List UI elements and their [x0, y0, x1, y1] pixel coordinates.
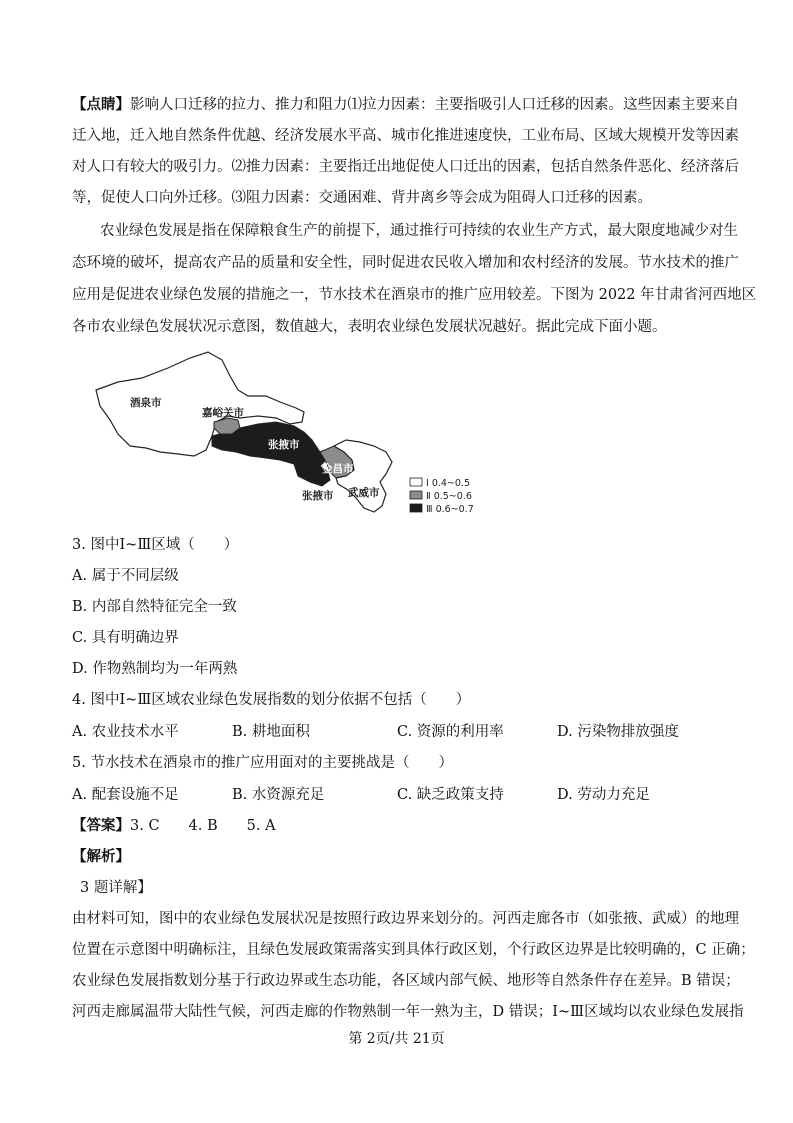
label-zhangye: 张掖市: [268, 439, 300, 451]
q5-stem: 5. 节水技术在酒泉市的推广应用面对的主要挑战是（ ）: [72, 755, 453, 771]
q3-option-a: A. 属于不同层级: [72, 568, 179, 584]
analysis-line-1: 由材料可知，图中的农业绿色发展状况是按照行政边界来划分的。河西走廊各市（如张掖、武威）的地理: [72, 911, 739, 927]
legend-swatch-1: [410, 478, 422, 486]
legend-label-2: Ⅱ 0.5~0.6: [426, 491, 472, 502]
q4-option-c: C. 资源的利用率: [397, 724, 504, 740]
q5-option-b: B. 水资源充足: [232, 787, 325, 803]
dianjing-line-4: 等，促使人口向外迁移。⑶阻力因素：交通困难、背井离乡等会成为阻碍人口迁移的因素。: [72, 190, 652, 206]
label-jiayuguan: 嘉峪关市: [202, 407, 244, 419]
dianjing-tag: 【点睛】: [72, 96, 130, 113]
q5-option-c: C. 缺乏政策支持: [397, 787, 504, 803]
dianjing-line-3: 对人口有较大的吸引力。⑵推力因素：主要指迁出地促使人口迁出的因素，包括自然条件恶化、经济落后: [72, 159, 739, 175]
label-jiuquan: 酒泉市: [130, 397, 162, 409]
material-line-4: 各市农业绿色发展状况示意图，数值越大，表明农业绿色发展状况越好。据此完成下面小题。: [72, 319, 667, 335]
hexi-map-svg: [90, 348, 490, 523]
analysis-subtitle: 3 题详解】: [80, 880, 152, 896]
hexi-map-figure: [90, 348, 490, 523]
q3-stem: 3. 图中Ⅰ~Ⅲ区域（ ）: [72, 537, 239, 553]
dianjing-line-1: [72, 96, 739, 114]
label-wuwei: 武威市: [348, 487, 380, 499]
legend-label-3: Ⅲ 0.6~0.7: [426, 504, 474, 515]
label-zhangye-2: 张掖市: [302, 490, 334, 502]
analysis-line-3: 农业绿色发展指数划分基于行政边界或生态功能，各区域内部气候、地形等自然条件存在差异。B 错误；: [72, 973, 740, 989]
q3-option-c: C. 具有明确边界: [72, 630, 179, 646]
label-jinchang: 金昌市: [322, 463, 354, 475]
legend-swatch-3: [410, 504, 422, 512]
material-line-2: 态环境的破坏，提高农产品的质量和安全性，同时促进农民收入增加和农村经济的发展。节水技术的推广: [72, 255, 739, 271]
answer-text: 3. C 4. B 5. A: [130, 818, 276, 834]
legend-label-1: Ⅰ 0.4~0.5: [426, 478, 470, 489]
q4-option-b: B. 耕地面积: [232, 724, 310, 740]
q3-option-d: D. 作物熟制均为一年两熟: [72, 661, 238, 677]
answer-line: [72, 817, 276, 835]
page-footer: 第 2页/共 21页: [348, 1031, 445, 1047]
q3-option-b: B. 内部自然特征完全一致: [72, 599, 237, 615]
analysis-line-4: 河西走廊属温带大陆性气候，河西走廊的作物熟制一年一熟为主，D 错误；Ⅰ~Ⅲ区域均以农业绿色发展指: [72, 1004, 744, 1020]
q4-stem: 4. 图中Ⅰ~Ⅲ区域农业绿色发展指数的划分依据不包括（ ）: [72, 692, 471, 708]
material-line-1: 农业绿色发展是指在保障粮食生产的前提下，通过推行可持续的农业生产方式，最大限度地减少对生: [100, 223, 738, 239]
material-line-3: 应用是促进农业绿色发展的措施之一，节水技术在酒泉市的推广应用较差。下图为 2022 年甘肃省河西地区: [72, 287, 757, 303]
dianjing-line-2: 迁入地，迁入地自然条件优越、经济发展水平高、城市化推进速度快，工业布局、区域大规模开发等因素: [72, 128, 739, 144]
q5-option-d: D. 劳动力充足: [557, 787, 650, 803]
dianjing-text-1: 影响人口迁移的拉力、推力和阻力⑴拉力因素：主要指吸引人口迁移的因素。这些因素主要来自: [130, 97, 739, 113]
legend-swatch-2: [410, 491, 422, 499]
q4-option-a: A. 农业技术水平: [72, 724, 179, 740]
q5-option-a: A. 配套设施不足: [72, 787, 179, 803]
analysis-tag: 【解析】: [72, 848, 130, 865]
analysis-line-2: 位置在示意图中明确标注，且绿色发展政策需落实到具体行政区划，个行政区边界是比较明确的，C 正确；: [72, 942, 755, 958]
answer-tag: 【答案】: [72, 817, 130, 834]
q4-option-d: D. 污染物排放强度: [557, 724, 679, 740]
